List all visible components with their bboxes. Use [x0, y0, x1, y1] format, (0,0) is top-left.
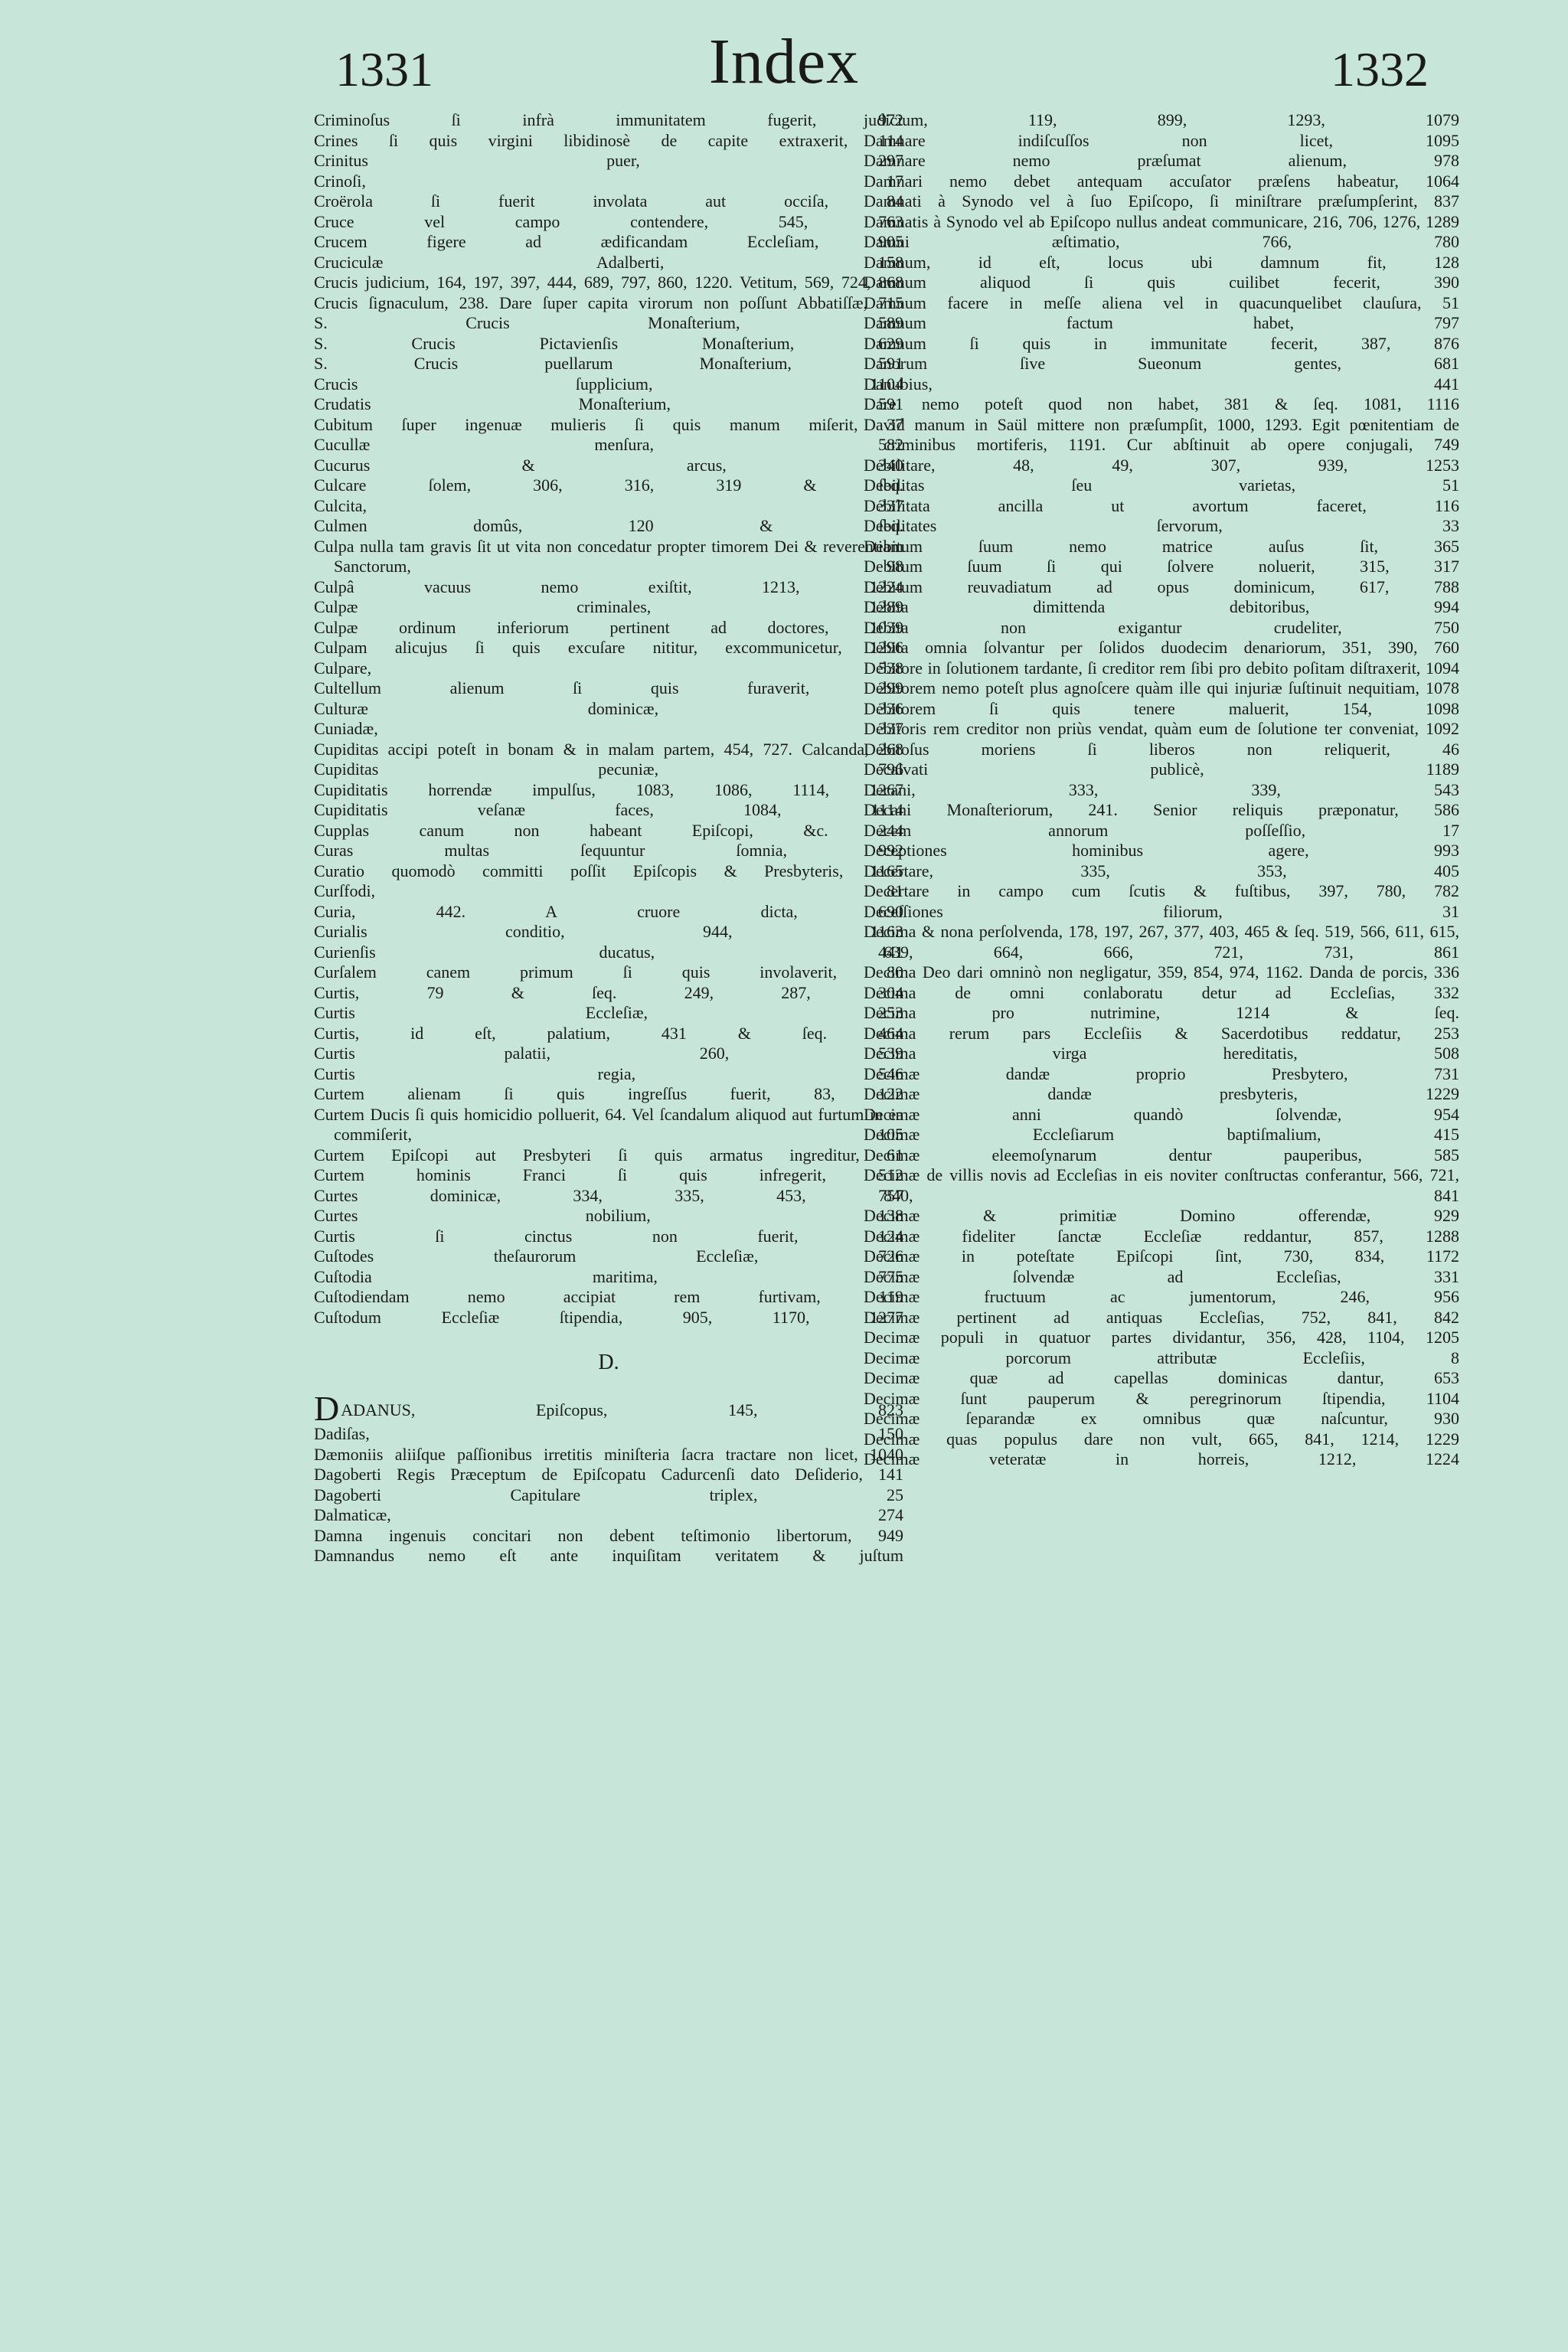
- index-entry: Curtis, 79 & ſeq. 249, 287, 304: [314, 982, 903, 1002]
- index-entry: Cucullæ menſura, 582: [314, 435, 903, 454]
- index-entry: Decima rerum pars Eccleſiis & Sacerdotibus reddatur, 253: [864, 1023, 1459, 1043]
- index-entry: Decimæ ſeparandæ ex omnibus quæ naſcuntur, 930: [864, 1409, 1459, 1428]
- index-entry: Curtem hominis Franci ſi quis infregerit, 512: [314, 1165, 903, 1184]
- index-entry: Decima de omni conlaboratu detur ad Eccleſias, 332: [864, 982, 1459, 1002]
- index-entry: Cucurus & arcus, 340: [314, 455, 903, 475]
- index-entry: Decimæ fideliter ſanctæ Eccleſiæ reddantur, 857, 1288: [864, 1226, 1459, 1246]
- index-entry: Deceſſiones filiorum, 31: [864, 901, 1459, 921]
- index-entry: Culpæ ordinum inferiorum pertinent ad doctores, 1039: [314, 617, 903, 637]
- index-entry: Crucis ſignaculum, 238. Dare ſuper capita virorum non poſſunt Abbatiſſæ, 715: [314, 292, 903, 312]
- left-column-d-entries: [314, 1424, 903, 1566]
- page-title: Index: [708, 26, 860, 97]
- index-entry: Cupiditatis veſanæ faces, 1084, 1114: [314, 800, 903, 819]
- index-entry: Debilitata ancilla ut avortum faceret, 116: [864, 495, 1459, 515]
- index-entry: Curatio quomodò committi poſſit Epiſcopis & Presbyteris, 1165: [314, 861, 903, 880]
- index-entry: Debitum ſuum nemo matrice auſus ſit, 365: [864, 536, 1459, 556]
- index-entry: Decani Monaſteriorum, 241. Senior reliquis præponatur, 586: [864, 800, 1459, 819]
- index-entry: Culpâ vacuus nemo exiſtit, 1213, 1224: [314, 577, 903, 596]
- index-entry: Crudatis Monaſterium, 591: [314, 394, 903, 413]
- index-entry: Curialis conditio, 944, 1163: [314, 922, 903, 941]
- index-entry: Culpa nulla tam gravis ſit ut vita non concedatur propter timorem Dei & reverentiam Sanctorum, 98: [314, 536, 903, 576]
- index-entry: S. Crucis Pictavienſis Monaſterium, 629: [314, 333, 903, 353]
- index-entry: Dagoberti Capitulare triplex, 25: [314, 1485, 903, 1504]
- index-entry: Debitore in ſolutionem tardante, ſi creditor rem ſibi pro debito poſitam diſtraxerit, 1094: [864, 658, 1459, 678]
- index-entry: Debitorem ſi quis tenere maluerit, 154, 1098: [864, 698, 1459, 718]
- index-entry: Cuſtodiendam nemo accipiat rem furtivam, 119: [314, 1287, 903, 1306]
- index-entry: Culpæ criminales, 1289: [314, 597, 903, 616]
- index-entry: Damna ingenuis concitari non debent teſtimonio libertorum, 949: [314, 1525, 903, 1545]
- index-entry: Debita non exigantur crudeliter, 750: [864, 617, 1459, 637]
- index-entry: Damnatis à Synodo vel ab Epiſcopo nullus andeat communicare, 216, 706, 1276, 1289: [864, 211, 1459, 231]
- index-entry: Dare nemo poteſt quod non habet, 381 & ſeq. 1081, 1116: [864, 394, 1459, 413]
- index-entry: Dalmaticæ, 274: [314, 1505, 903, 1524]
- index-entry: Croërola ſi fuerit involata aut occiſa, 84: [314, 191, 903, 211]
- index-entry: Damnandus nemo eſt ante inquiſitam veritatem & juſtum: [314, 1546, 903, 1565]
- index-entry: Cuſtodia maritima, 775: [314, 1266, 903, 1286]
- index-entry: Culturæ dominicæ, 336: [314, 698, 903, 718]
- index-entry: Dagoberti Regis Præceptum de Epiſcopatu Cadurcenſi dato Deſiderio, 141: [314, 1465, 903, 1484]
- index-entry: Crucis ſupplicium, 1104: [314, 374, 903, 394]
- index-entry: Cuſtodum Eccleſiæ ſtipendia, 905, 1170, 1277: [314, 1307, 903, 1327]
- index-entry: Debita dimittenda debitoribus, 994: [864, 597, 1459, 616]
- index-entry: Crinoſi, 17: [314, 171, 903, 191]
- index-entry: Cubitum ſuper ingenuæ mulieris ſi quis manum miſerit, 37: [314, 414, 903, 434]
- index-entry: Culcita, 337: [314, 495, 903, 515]
- index-entry: Curtis, id eſt, palatium, 431 & ſeq. 464: [314, 1023, 903, 1043]
- index-entry: Curtis palatii, 260, 539: [314, 1044, 903, 1063]
- index-entry: Damni æſtimatio, 766, 780: [864, 232, 1459, 251]
- index-entry: Damnum factum habet, 797: [864, 313, 1459, 332]
- index-entry: Debilitas ſeu varietas, 51: [864, 475, 1459, 495]
- index-entry: Decani, 333, 339, 543: [864, 779, 1459, 799]
- index-entry: Debitoſus moriens ſi liberos non reliquerit, 46: [864, 739, 1459, 759]
- index-entry: Cupiditas pecuniæ, 796: [314, 760, 903, 779]
- index-entry: Damnum aliquod ſi quis cuilibet fecerit, 390: [864, 273, 1459, 292]
- index-entry: Cruce vel campo contendere, 545, 763: [314, 211, 903, 231]
- index-entry: Crines ſi quis virgini libidinosè de capite extraxerit, 114: [314, 130, 903, 150]
- index-entry: Decimæ porcorum attributæ Eccleſiis, 8: [864, 1348, 1459, 1367]
- left-column: [314, 110, 903, 1566]
- index-entry: Decima pro nutrimine, 1214 & ſeq.: [864, 1003, 1459, 1022]
- index-entry: Culpare, 538: [314, 658, 903, 678]
- index-entry: Curia, 442. A cruore dicta, 690: [314, 901, 903, 921]
- index-entry: Decimæ ſolvendæ ad Eccleſias, 331: [864, 1266, 1459, 1286]
- dropcap-entry-text: ADANUS, Epiſcopus, 145, 823: [341, 1400, 903, 1419]
- index-entry: Crinitus puer, 297: [314, 151, 903, 170]
- index-entry: Debitoris rem creditor non priùs vendat, quàm eum de ſolutione ter conveniat, 1092: [864, 719, 1459, 738]
- index-entry: Cupplas canum non habeant Epiſcopi, &c. 244: [314, 820, 903, 840]
- index-entry: Decimæ fructuum ac jumentorum, 246, 956: [864, 1287, 1459, 1306]
- index-entry-dadanus: [314, 1389, 903, 1428]
- index-entry: Damnati à Synodo vel à ſuo Epiſcopo, ſi miniſtrare præſumpſerint, 837: [864, 191, 1459, 211]
- index-entry: Decertare in campo cum ſcutis & fuſtibus, 397, 780, 782: [864, 881, 1459, 900]
- index-entry: Cuniadæ, 337: [314, 719, 903, 738]
- left-page-number: 1331: [335, 42, 433, 96]
- dropcap-letter: D: [314, 1389, 341, 1428]
- index-entry: Culcare ſolem, 306, 316, 319 & ſeq.: [314, 475, 903, 495]
- index-entry: Criminoſus ſi infrà immunitatem fugerit, 972: [314, 110, 903, 129]
- index-entry: Curtes nobilium, 138: [314, 1206, 903, 1225]
- index-entry: Curtem alienam ſi quis ingreſſus fuerit, 83, 122: [314, 1084, 903, 1103]
- index-entry: Damnum facere in meſſe aliena vel in quacunquelibet clauſura, 51: [864, 292, 1459, 312]
- index-entry: Cultellum alienum ſi quis furaverit, 299: [314, 678, 903, 697]
- index-entry: Decima virga hereditatis, 508: [864, 1044, 1459, 1063]
- index-entry: Curſalem canem primum ſi quis involaverit, 80: [314, 962, 903, 982]
- left-column-c-entries: [314, 110, 903, 1328]
- index-entry: Decertare, 335, 353, 405: [864, 861, 1459, 880]
- index-entry: Danorum ſive Sueonum gentes, 681: [864, 354, 1459, 373]
- index-entry: S. Crucis Monaſterium, 589: [314, 313, 903, 332]
- index-entry: Decimæ quæ ad capellas dominicas dantur, 653: [864, 1368, 1459, 1387]
- index-entry: Cuſtodes theſaurorum Eccleſiæ, 726: [314, 1246, 903, 1266]
- section-letter: D.: [598, 1351, 619, 1374]
- index-entry: Culmen domûs, 120 & ſeq.: [314, 516, 903, 535]
- index-entry: Debitum reuvadiatum ad opus dominicum, 617, 788: [864, 577, 1459, 596]
- index-entry: Decimæ veteratæ in horreis, 1212, 1224: [864, 1449, 1459, 1468]
- index-entry: Deceptiones hominibus agere, 993: [864, 841, 1459, 860]
- index-entry: Curtem Epiſcopi aut Presbyteri ſi quis armatus ingreditur, 61: [314, 1145, 903, 1165]
- index-entry: David manum in Saül mittere non præſumpſit, 1000, 1293. Egit pœnitentiam de criminibus mortiferis, 1191. Cur abſtinuit ab opere conjugali, 749: [864, 414, 1459, 454]
- index-entry: S. Crucis puellarum Monaſterium, 591: [314, 354, 903, 373]
- index-entry: Debilitates ſervorum, 33: [864, 516, 1459, 535]
- index-entry: Curſfodi, 81: [314, 881, 903, 900]
- index-entry: Decimæ anni quandò ſolvendæ, 954: [864, 1104, 1459, 1124]
- index-entry: Decimæ pertinent ad antiquas Eccleſias, 752, 841, 842: [864, 1307, 1459, 1327]
- index-entry: Crucis judicium, 164, 197, 397, 444, 689, 797, 860, 1220. Vetitum, 569, 724, 868: [314, 273, 903, 292]
- index-entry: Damnare nemo præſumat alienum, 978: [864, 151, 1459, 170]
- index-entry: Decimæ ſunt pauperum & peregrinorum ſtipendia, 1104: [864, 1388, 1459, 1408]
- index-entry: Cupiditas accipi poteſt in bonam & in malam partem, 454, 727. Calcanda, 268: [314, 739, 903, 759]
- index-entry: Debilitare, 48, 49, 307, 939, 1253: [864, 455, 1459, 475]
- index-entry: Culpam alicujus ſi quis excuſare nititur, excommunicetur, 1296: [314, 638, 903, 657]
- index-entry: Decimæ populi in quatuor partes dividantur, 356, 428, 1104, 1205: [864, 1328, 1459, 1347]
- index-entry: Curtis ſi cinctus non fuerit, 124: [314, 1226, 903, 1246]
- index-entry: Damnari nemo debet antequam accuſator præſens habeatur, 1064: [864, 171, 1459, 191]
- index-entry: Decima Deo dari omninò non negligatur, 359, 854, 974, 1162. Danda de porcis, 336: [864, 962, 1459, 982]
- index-entry: Dadiſas, 150: [314, 1424, 903, 1443]
- index-entry: Decimæ Eccleſiarum baptiſmalium, 415: [864, 1125, 1459, 1144]
- index-entry: Decem annorum poſſeſſio, 17: [864, 820, 1459, 840]
- index-entry: judicium, 119, 899, 1293, 1079: [864, 110, 1459, 129]
- index-entry: Debita omnia ſolvantur per ſolidos duodecim denariorum, 351, 390, 760: [864, 638, 1459, 657]
- index-entry: Decimæ dandæ presbyteris, 1229: [864, 1084, 1459, 1103]
- index-entry: Decimæ & primitiæ Domino offerendæ, 929: [864, 1206, 1459, 1225]
- index-entry: Curtis regia, 546: [314, 1063, 903, 1083]
- index-entry: Damnum ſi quis in immunitate fecerit, 387, 876: [864, 333, 1459, 353]
- index-entry: Curtis Eccleſiæ, 253: [314, 1003, 903, 1022]
- index-entry: Cruciculæ Adalberti, 158: [314, 252, 903, 272]
- index-entry: Cupiditatis horrendæ impulſus, 1083, 1086, 1114, 1267: [314, 779, 903, 799]
- index-entry: Decimæ de villis novis ad Eccleſias in eis noviter conſtructas conferantur, 566, 721, 840, 841: [864, 1165, 1459, 1205]
- index-entry: Damnare indiſcuſſos non licet, 1095: [864, 130, 1459, 150]
- index-entry: Dæmoniis aliiſque paſſionibus irretitis miniſteria ſacra tractare non licet, 1040: [314, 1444, 903, 1464]
- index-entry: Decimæ eleemoſynarum dentur pauperibus, 585: [864, 1145, 1459, 1165]
- index-entry: Curtes dominicæ, 334, 335, 453, 757: [314, 1185, 903, 1205]
- right-page-number: 1332: [1331, 42, 1429, 96]
- index-entry: Debitorem nemo poteſt plus agnoſcere quàm ille qui injuriæ ſuſtinuit nequitiam, 1078: [864, 678, 1459, 697]
- index-entry: Decimæ dandæ proprio Presbytero, 731: [864, 1063, 1459, 1083]
- page-header: [0, 18, 1568, 103]
- index-entry: Crucem figere ad ædificandam Eccleſiam, 905: [314, 232, 903, 251]
- index-entry: Danubius, 441: [864, 374, 1459, 394]
- index-entry: Damnum, id eſt, locus ubi damnum fit, 128: [864, 252, 1459, 272]
- index-entry: Curtem Ducis ſi quis homicidio polluerit, 64. Vel ſcandalum aliquod aut furtum in ea commiſerit, 105: [314, 1104, 903, 1144]
- index-entry: Debitum ſuum ſi qui ſolvere noluerit, 315, 317: [864, 557, 1459, 576]
- index-entry: Curienſis ducatus, 441: [314, 942, 903, 962]
- index-entry: Decimæ quas populus dare non vult, 665, 841, 1214, 1229: [864, 1429, 1459, 1449]
- index-entry: Decimæ in poteſtate Epiſcopi ſint, 730, 834, 1172: [864, 1246, 1459, 1266]
- index-entry: Decalvati publicè, 1189: [864, 760, 1459, 779]
- index-entry: Decima & nona perſolvenda, 178, 197, 267, 377, 403, 465 & ſeq. 519, 566, 611, 615, 639, 664, 666, 721, 731, 861: [864, 922, 1459, 962]
- right-column: [864, 110, 1459, 1470]
- index-entry: Curas multas ſequuntur ſomnia, 992: [314, 841, 903, 860]
